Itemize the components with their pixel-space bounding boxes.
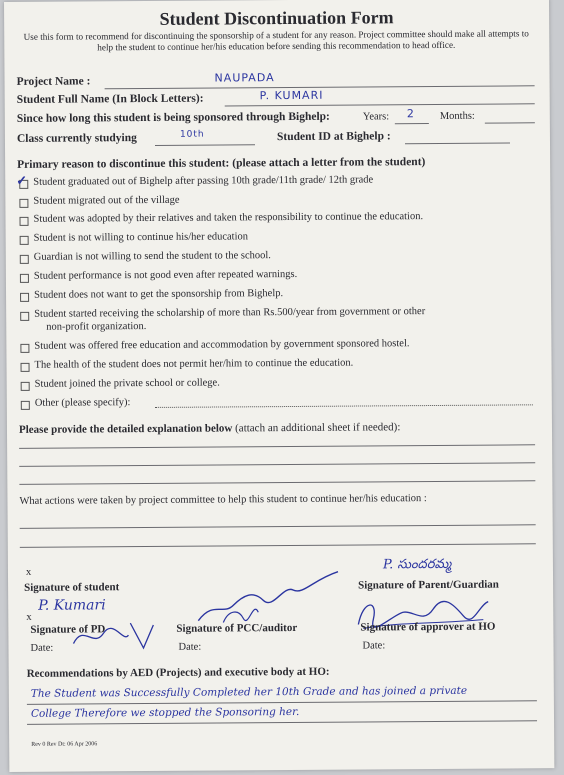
years-line [395, 123, 429, 124]
pcc-signature-scribble [193, 560, 343, 631]
reason-checkbox-10[interactable] [21, 363, 30, 372]
form-title: Student Discontinuation Form [159, 7, 394, 29]
explanation-line-3[interactable] [19, 480, 535, 485]
reason-checkbox-3[interactable] [20, 217, 29, 226]
reason-checkbox-7[interactable] [20, 293, 29, 302]
student-signature-label: Signature of student [24, 581, 120, 594]
sponsored-label: Since how long this student is being sponsored through Bighelp: [16, 110, 330, 125]
reason-option-5: Guardian is not willing to send the student to the school. [33, 250, 271, 263]
reason-checkbox-9[interactable] [20, 344, 29, 353]
reason-option-4: Student is not willing to continue his/her education [33, 231, 249, 244]
reasons-heading: Primary reason to discontinue this student: (please attach a letter from the student) [17, 156, 426, 171]
student-id-line [405, 142, 510, 144]
years-value[interactable]: 2 [406, 107, 415, 121]
reason-option-3: Student was adopted by their relatives and taken the responsibility to continue the education. [33, 211, 424, 225]
pcc-signature-label: Signature of PCC/auditor [176, 621, 298, 635]
reason-option-10: The health of the student does not permit her/him to continue the education. [34, 357, 354, 371]
reason-checkbox-12[interactable] [21, 401, 30, 410]
recommendation-handwritten-line-2[interactable]: College Therefore we stopped the Sponsoring her. [30, 705, 300, 720]
reason-checkbox-6[interactable] [20, 274, 29, 283]
reason-option-1: Student graduated out of Bighelp after passing 10th grade/11th grade/ 12th grade [33, 174, 374, 188]
reason-option-8: Student started receiving the scholarship of more than Rs.500/year from government or other [34, 306, 426, 320]
approver-date-label: Date: [362, 640, 386, 652]
project-name-label: Project Name : [16, 75, 91, 88]
recommendations-line-2 [27, 720, 537, 725]
project-name-value[interactable]: NAUPADA [214, 71, 275, 85]
months-label: Months: [439, 110, 475, 122]
parent-signature-label: Signature of Parent/Guardian [358, 578, 499, 592]
explanation-heading-rest: (attach an additional sheet if needed): [235, 421, 401, 435]
actions-line-2[interactable] [20, 543, 536, 548]
form-intro: Use this form to recommend for discontinuing the sponsorship of a student for any reason. Project committee should make all attempts to help the student to continue her/his education before sending this recommendation to head office. [23, 28, 529, 53]
reason-option-12: Other (please specify): [34, 397, 131, 409]
other-specify-line[interactable] [155, 404, 533, 408]
recommendation-handwritten-line-1[interactable]: The Student was Successfully Completed her 10th Grade and has joined a private [30, 684, 468, 700]
reason-option-9: Student was offered free education and accommodation by government sponsored hostel. [34, 338, 410, 352]
pd-date-label: Date: [30, 642, 54, 654]
reason-option-2: Student migrated out of the village [33, 194, 180, 207]
kumari-handwritten-signature: P. Kumari [38, 597, 106, 614]
pd-sign-x: x [26, 611, 32, 623]
explanation-line-1[interactable] [19, 444, 535, 449]
reason-option-6: Student performance is not good even after repeated warnings. [33, 268, 298, 282]
pcc-date-label: Date: [178, 641, 202, 653]
parent-handwritten-signature: P. సుందరమ్మ [382, 556, 452, 573]
reason-checkbox-2[interactable] [19, 199, 28, 208]
years-label: Years: [362, 111, 390, 123]
pd-signature-label: Signature of PD [30, 623, 106, 636]
approver-signature-label: Signature of approver at HO [360, 620, 496, 634]
form-paper [4, 0, 554, 772]
explanation-line-2[interactable] [19, 462, 535, 467]
recommendations-heading: Recommendations by AED (Projects) and executive body at HO: [26, 665, 330, 680]
student-name-label: Student Full Name (In Block Letters): [16, 92, 204, 106]
revision-footer: Rev 0 Rev Dt: 06 Apr 2006 [31, 741, 98, 748]
reason-option-11: Student joined the private school or college. [34, 377, 220, 390]
student-id-label: Student ID at Bighelp : [276, 130, 391, 144]
reason-option-7: Student does not want to get the sponsorship from Bighelp. [34, 288, 284, 301]
class-line [155, 144, 255, 146]
reason-checkbox-11[interactable] [21, 382, 30, 391]
reason-checkbox-8[interactable] [20, 312, 29, 321]
student-name-value[interactable]: P. KUMARI [259, 88, 324, 103]
actions-line-1[interactable] [20, 524, 536, 529]
student-name-line [225, 103, 535, 106]
class-label: Class currently studying [16, 132, 137, 145]
checkmark-icon: ✓ [16, 172, 28, 188]
explanation-heading-bold: Please provide the detailed explanation below [18, 422, 233, 436]
explanation-heading [19, 421, 400, 436]
student-sign-x: x [25, 566, 32, 578]
reason-checkbox-4[interactable] [20, 236, 29, 245]
months-line [485, 122, 535, 123]
reason-checkbox-5[interactable] [20, 255, 29, 264]
recommendations-line-1 [27, 700, 537, 705]
class-value[interactable]: 10th [179, 129, 205, 140]
actions-heading: What actions were taken by project committee to help this student to continue her/his education : [19, 493, 427, 507]
reason-option-8-continued: non-profit organization. [46, 321, 147, 333]
